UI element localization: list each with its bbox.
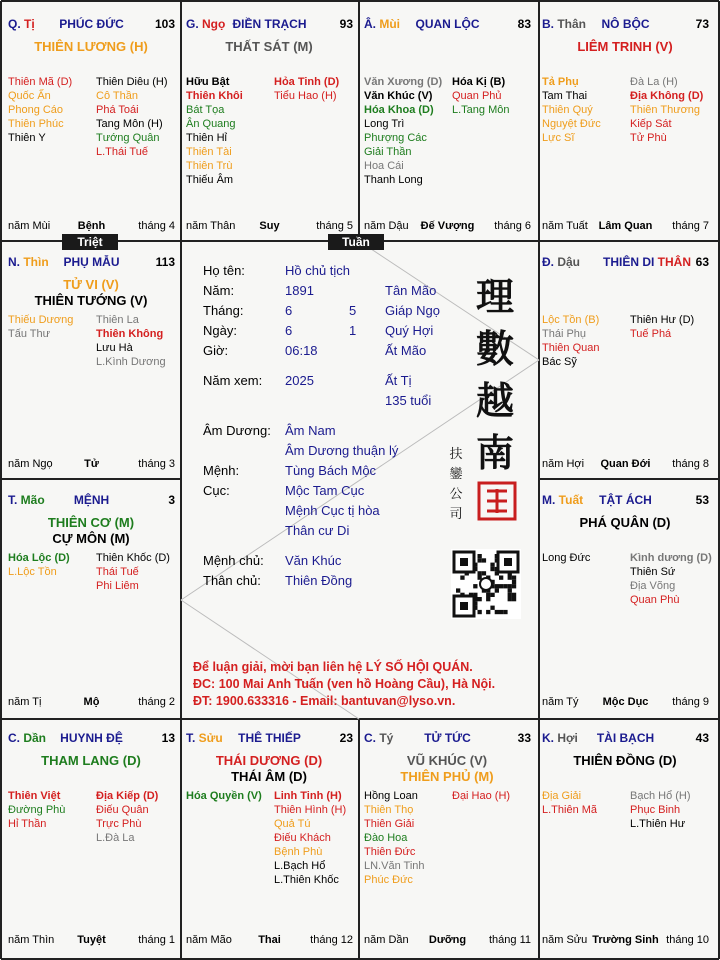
palace-code: B. Thân (542, 17, 587, 31)
minor-star: Phục Binh (630, 804, 681, 816)
minor-star: L.Lộc Tồn (8, 566, 57, 578)
minor-star: Tử Phù (630, 132, 667, 144)
main-star: THAM LANG (D) (41, 753, 141, 768)
palace-cell-dan (3, 717, 179, 953)
minor-stars-left (8, 551, 94, 579)
label-am-duong: Âm Dương: (203, 423, 271, 438)
minor-stars-left (8, 75, 94, 145)
minor-star: Thiếu Âm (186, 174, 234, 186)
minor-star: Quả Tú (274, 818, 311, 830)
palace-name: QUAN LỘC (415, 17, 480, 31)
palace-cell-hoi (537, 717, 713, 953)
palace-name: PHÚC ĐỨC (59, 17, 124, 31)
minor-stars-right (630, 313, 716, 341)
brand-char: 越 (475, 378, 514, 423)
minor-star: L.Đà La (96, 832, 135, 844)
minor-star: Long Trì (364, 118, 405, 130)
palace-name: TÀI BẠCH (596, 731, 655, 745)
minor-star: Thiếu Dương (8, 314, 74, 326)
palace-age: 3 (168, 493, 175, 507)
minor-stars-right (274, 789, 360, 887)
minor-star: Thiên Quan (542, 342, 600, 354)
minor-stars-left (186, 75, 272, 187)
minor-star: Thái Tuế (96, 566, 139, 578)
palace-code: C. Dần (8, 731, 47, 745)
minor-star: L.Kình Dương (96, 356, 166, 368)
minor-star: Bác Sỹ (542, 356, 577, 368)
palace-cell-ti (3, 3, 179, 239)
footer-month: tháng 12 (310, 934, 353, 946)
minor-stars-left (542, 551, 628, 565)
footer-month: tháng 10 (666, 934, 709, 946)
minor-stars-left (542, 789, 628, 817)
minor-star: Ân Quang (186, 118, 236, 130)
footer-phase: Tuyệt (77, 934, 106, 946)
minor-star: Phá Toái (96, 104, 139, 116)
value-nam-can: Tân Mão (385, 283, 437, 298)
main-star: THIÊN TƯỚNG (V) (34, 293, 148, 308)
footer-year: năm Dậu (364, 220, 409, 232)
label-menh: Mệnh: (203, 463, 240, 478)
minor-star: Đào Hoa (364, 832, 408, 844)
value-am-duong-1: Âm Nam (285, 423, 336, 438)
palace-header (542, 17, 709, 33)
minor-star: Phượng Các (364, 132, 427, 144)
palace-footer (542, 219, 709, 233)
minor-star: Tiểu Hao (H) (274, 90, 337, 102)
value-nam: 1891 (285, 283, 314, 298)
minor-stars-left (364, 75, 450, 187)
footer-month: tháng 8 (672, 458, 709, 470)
minor-star: Thiên Sứ (630, 566, 676, 578)
footer-phase: Dưỡng (428, 934, 467, 946)
main-star: THIÊN ĐỒNG (D) (573, 753, 677, 768)
minor-stars-right (452, 75, 538, 117)
palace-header (186, 17, 353, 33)
value-nam-xem: 2025 (285, 373, 314, 388)
palace-age: 83 (517, 17, 531, 31)
footer-month: tháng 6 (494, 220, 531, 232)
minor-stars-left (542, 75, 628, 145)
minor-star: L.Tang Môn (452, 104, 510, 116)
value-menh: Tùng Bách Mộc (285, 463, 377, 478)
palace-name: NÔ BỘC (601, 17, 650, 31)
palace-cell-than (537, 3, 713, 239)
palace-header (542, 255, 709, 271)
minor-star: Thái Phụ (542, 328, 587, 340)
palace-footer (8, 933, 175, 947)
palace-header (364, 17, 531, 33)
footer-month: tháng 2 (138, 696, 175, 708)
minor-star: Nguyệt Đức (542, 118, 601, 130)
main-star: VŨ KHÚC (V) (406, 753, 488, 768)
minor-star: Kình dương (D) (630, 552, 712, 564)
footer-year: năm Ngọ (8, 458, 53, 470)
main-star: LIÊM TRINH (V) (577, 39, 673, 54)
value-thang: 6 (285, 303, 293, 318)
value-ngay-can: Quý Hợi (385, 323, 434, 338)
brand-char: 理 (475, 274, 514, 319)
palace-age: 53 (695, 493, 709, 507)
footer-month: tháng 7 (672, 220, 709, 232)
label-ho-ten: Họ tên: (203, 263, 245, 278)
palace-cell-mui (359, 3, 535, 239)
minor-star: Lực Sĩ (542, 132, 575, 144)
minor-star: Quan Phù (630, 594, 680, 606)
value-gio-can: Ất Mão (385, 343, 427, 358)
minor-star: Hóa Lộc (D) (8, 552, 70, 564)
palace-header (186, 731, 353, 747)
minor-star: Thiên Phúc (8, 118, 64, 130)
brand-char: 數 (475, 326, 514, 371)
footer-phase: Trường Sinh (592, 934, 659, 946)
label-nam: Năm: (203, 283, 235, 298)
footer-phase: Đế Vượng (420, 220, 475, 232)
palace-code: Â. Mùi (364, 17, 401, 31)
value-than-chu: Thiên Đồng (285, 573, 353, 588)
palace-footer (542, 457, 709, 471)
label-gio: Giờ: (203, 343, 229, 358)
minor-stars-right (96, 789, 182, 845)
minor-star: Văn Xương (D) (364, 76, 443, 88)
main-star: THIÊN LƯƠNG (H) (34, 39, 148, 54)
footer-phase: Bệnh (77, 220, 106, 232)
palace-code: M. Tuất (542, 493, 584, 507)
minor-stars-right (96, 75, 182, 159)
minor-star: Bệnh Phù (274, 846, 323, 858)
minor-star: Hóa Khoa (D) (364, 104, 434, 116)
palace-header (8, 493, 175, 509)
minor-star: L.Thiên Hư (630, 818, 686, 830)
minor-star: Thiên Tài (186, 146, 232, 158)
footer-month: tháng 4 (138, 220, 175, 232)
minor-star: Thiên Diêu (H) (96, 76, 168, 88)
footer-phase: Mộ (83, 696, 100, 708)
seal-stamp (477, 481, 517, 521)
value-am-duong-2: Âm Dương thuận lý (285, 443, 399, 458)
minor-star: LN.Văn Tinh (364, 860, 425, 872)
palace-cell-tuat (537, 479, 713, 715)
footer-year: năm Tý (542, 696, 579, 708)
minor-star: Lộc Tồn (B) (542, 314, 600, 326)
label-cuc: Cục: (203, 483, 230, 498)
palace-footer (542, 933, 709, 947)
minor-stars-left (8, 313, 94, 341)
minor-star: Thiên Trù (186, 160, 233, 172)
minor-star: Quốc Ấn (8, 90, 51, 102)
minor-star: Thiên Đức (364, 846, 416, 858)
palace-age: 33 (517, 731, 531, 745)
palace-code: K. Hợi (542, 731, 578, 745)
minor-star: Đại Hao (H) (452, 790, 511, 802)
tuan-tag: Tuần (328, 234, 384, 250)
minor-star: Thiên Giải (364, 818, 415, 830)
palace-footer (8, 457, 175, 471)
palace-footer (542, 695, 709, 709)
footer-year: năm Tuất (542, 220, 588, 232)
main-star: PHÁ QUÂN (D) (579, 515, 671, 530)
label-than-chu: Thân chủ: (203, 573, 261, 588)
minor-star: Hóa Quyền (V) (186, 790, 262, 802)
footer-month: tháng 11 (488, 934, 531, 946)
minor-star: Địa Kiếp (D) (96, 790, 159, 802)
minor-star: Thanh Long (364, 174, 423, 186)
minor-star: L.Thái Tuế (96, 146, 148, 158)
footer-year: năm Tị (8, 696, 42, 708)
palace-name: ĐIỀN TRẠCH (232, 17, 307, 31)
minor-star: Linh Tinh (H) (274, 790, 342, 802)
minor-stars-right (452, 789, 538, 803)
footer-year: năm Hợi (542, 458, 585, 470)
minor-star: Đà La (H) (630, 76, 678, 88)
center-info-panel (181, 241, 539, 719)
minor-star: Tam Thai (542, 90, 588, 102)
palace-footer (8, 695, 175, 709)
minor-star: Bát Tọa (186, 104, 225, 116)
main-star: THẤT SÁT (M) (225, 39, 313, 54)
brand-logo (465, 271, 525, 479)
minor-stars-left (542, 313, 628, 369)
palace-footer (186, 933, 353, 947)
minor-star: Tướng Quân (96, 132, 160, 144)
palace-cell-ngo (181, 3, 357, 239)
minor-star: Thiên Hình (H) (274, 804, 347, 816)
brand-char: 南 (475, 430, 514, 475)
palace-footer (186, 219, 353, 233)
minor-stars-right (96, 551, 182, 593)
palace-code: G. Ngọ (186, 17, 226, 31)
footer-phase: Quan Đới (600, 458, 651, 470)
qr-code-icon[interactable] (451, 549, 521, 619)
label-nam-xem: Năm xem: (203, 373, 263, 388)
value-gio: 06:18 (285, 343, 318, 358)
palace-name: TỬ TỨC (424, 731, 471, 745)
minor-star: Giải Thần (364, 146, 412, 158)
palace-name: HUYNH ĐỆ (60, 731, 123, 745)
value-tuoi: 135 tuổi (385, 393, 432, 408)
footer-year: năm Thân (186, 220, 236, 232)
value-cuc-1: Mộc Tam Cục (285, 483, 365, 498)
value-nam-xem-can: Ất Tị (385, 373, 412, 388)
brand-small-char: 扶 (449, 447, 463, 462)
minor-star: Thiên Thọ (364, 804, 414, 816)
triet-tag: Triệt (62, 234, 118, 250)
palace-cell-suu (181, 717, 357, 953)
value-thang-am: 5 (349, 303, 357, 318)
brand-small-char: 司 (449, 507, 463, 522)
palace-footer (364, 933, 531, 947)
footer-year: năm Mão (186, 934, 232, 946)
footer-year: năm Thìn (8, 934, 55, 946)
footer-phase: Lâm Quan (598, 220, 653, 232)
palace-header (8, 731, 175, 747)
palace-code: N. Thìn (8, 255, 49, 269)
footer-year: năm Mùi (8, 220, 51, 232)
value-ngay-am: 1 (349, 323, 357, 338)
brand-small (447, 445, 465, 525)
minor-star: Tuế Phá (630, 328, 672, 340)
footer-month: tháng 5 (316, 220, 353, 232)
palace-cell-thin (3, 241, 179, 477)
palace-footer (364, 219, 531, 233)
minor-star: L.Thiên Mã (542, 804, 598, 816)
minor-star: Thiên Khốc (D) (96, 552, 170, 564)
minor-star: Thiên Thương (630, 104, 701, 116)
palace-header (8, 255, 175, 271)
minor-star: Phi Liêm (96, 580, 139, 592)
main-star: TỬ VI (V) (63, 277, 119, 292)
label-thang: Tháng: (203, 303, 244, 318)
main-star: THÁI ÂM (D) (231, 769, 307, 784)
palace-header (542, 731, 709, 747)
minor-star: Thiên La (96, 314, 139, 326)
footer-year: năm Dần (364, 934, 409, 946)
main-star: THIÊN PHỦ (M) (400, 769, 494, 784)
minor-star: Hữu Bật (186, 76, 230, 88)
palace-code: Q. Tị (8, 17, 35, 31)
footer-phase: Thai (258, 934, 281, 946)
contact-line-2: ĐC: 100 Mai Anh Tuấn (ven hồ Hoàng Cầu), Hà Nội. (193, 677, 496, 691)
minor-star: Thiên Mã (D) (8, 76, 73, 88)
palace-footer (8, 219, 175, 233)
minor-star: Thiên Quý (542, 104, 593, 116)
value-cuc-2: Mệnh Cục tị hòa (285, 503, 380, 518)
brand-small-char: 公 (449, 487, 463, 502)
minor-star: Phúc Đức (364, 874, 413, 886)
palace-age: 13 (161, 731, 175, 745)
minor-stars-right (630, 789, 716, 831)
minor-star: Hồng Loan (364, 790, 418, 802)
palace-age: 63 (695, 255, 709, 269)
main-star: THÁI DƯƠNG (D) (215, 753, 323, 768)
palace-age: 93 (339, 17, 353, 31)
palace-cell-ty (359, 717, 535, 953)
minor-star: Điếu Khách (274, 832, 331, 844)
minor-star: Văn Khúc (V) (364, 90, 433, 102)
palace-code: C. Tý (364, 731, 394, 745)
minor-star: Địa Giải (542, 790, 582, 802)
minor-stars-right (96, 313, 182, 369)
minor-star: Cô Thần (96, 90, 138, 102)
minor-stars-left (186, 789, 272, 803)
minor-star: Trực Phù (96, 818, 142, 830)
palace-age: 103 (154, 17, 175, 31)
value-cuc-3: Thân cư Di (285, 523, 350, 538)
minor-star: Địa Không (D) (630, 90, 704, 102)
contact-line-1: Để luận giải, mời bạn liên hệ LÝ SỐ HỘI QUÁN. (193, 660, 473, 674)
contact-line-3: ĐT: 1900.633316 - Email: bantuvan@lyso.vn. (193, 694, 456, 708)
palace-age: 43 (695, 731, 709, 745)
minor-star: Thiên Hỉ (186, 132, 227, 144)
contact-block (193, 659, 495, 710)
footer-phase: Tử (84, 458, 99, 470)
minor-star: Thiên Y (8, 132, 46, 144)
palace-name: MỆNH (73, 493, 110, 507)
minor-star: Địa Võng (630, 580, 676, 592)
footer-month: tháng 9 (672, 696, 709, 708)
minor-star: Phong Cáo (8, 104, 64, 116)
palace-name: THÊ THIẾP (238, 731, 301, 745)
minor-star: Tả Phụ (542, 76, 579, 88)
minor-star: Thiên Không (96, 328, 164, 340)
minor-stars-right (274, 75, 360, 103)
than-marker: THÂN (654, 255, 691, 269)
value-thang-can: Giáp Ngọ (385, 303, 440, 318)
minor-star: Long Đức (542, 552, 591, 564)
minor-stars-right (630, 75, 716, 145)
palace-cell-mao (3, 479, 179, 715)
minor-star: Bạch Hổ (H) (630, 790, 691, 802)
minor-star: Thiên Khôi (186, 90, 243, 102)
palace-name: PHỤ MẪU (63, 255, 120, 269)
palace-code: T. Sửu (186, 731, 223, 745)
footer-phase: Mộc Dục (602, 696, 649, 708)
footer-month: tháng 1 (138, 934, 175, 946)
minor-star: Lưu Hà (96, 342, 133, 354)
footer-year: năm Sửu (542, 934, 588, 946)
palace-header (8, 17, 175, 33)
minor-stars-left (364, 789, 450, 887)
minor-star: Thiên Hư (D) (630, 314, 695, 326)
label-menh-chu: Mệnh chủ: (203, 553, 264, 568)
main-star: CỰ MÔN (M) (52, 531, 130, 546)
palace-name: TẬT ÁCH (599, 493, 652, 507)
palace-name: THIÊN DI THÂN (602, 255, 691, 269)
minor-star: Đường Phù (8, 804, 66, 816)
minor-star: Hóa Kị (B) (452, 76, 506, 88)
minor-star: Quan Phủ (452, 90, 502, 102)
minor-star: Tang Môn (H) (96, 118, 163, 130)
main-star: THIÊN CƠ (M) (47, 515, 135, 530)
palace-age: 113 (155, 255, 175, 269)
minor-star: Hỉ Thần (8, 818, 47, 830)
minor-star: Điếu Quân (96, 804, 149, 816)
palace-age: 23 (339, 731, 353, 745)
minor-stars-right (630, 551, 716, 607)
minor-stars-left (8, 789, 94, 831)
minor-star: Kiếp Sát (630, 118, 672, 130)
value-menh-chu: Văn Khúc (285, 553, 342, 568)
brand-small-char: 鑾 (449, 467, 463, 482)
minor-star: Thiên Việt (8, 790, 61, 802)
minor-star: L.Thiên Khốc (274, 874, 339, 886)
palace-code: Đ. Dậu (542, 255, 581, 269)
value-ngay: 6 (285, 323, 293, 338)
minor-star: Hoa Cái (364, 160, 404, 172)
value-ho-ten: Hồ chủ tịch (285, 263, 351, 278)
palace-header (364, 731, 531, 747)
footer-phase: Suy (259, 220, 280, 232)
minor-star: Hỏa Tinh (D) (274, 76, 340, 88)
label-ngay: Ngày: (203, 323, 237, 338)
minor-star: Tấu Thư (8, 328, 51, 340)
palace-cell-dau (537, 241, 713, 477)
footer-month: tháng 3 (138, 458, 175, 470)
palace-age: 73 (695, 17, 709, 31)
minor-star: L.Bạch Hổ (274, 860, 326, 872)
palace-header (542, 493, 709, 509)
palace-code: T. Mão (8, 493, 45, 507)
